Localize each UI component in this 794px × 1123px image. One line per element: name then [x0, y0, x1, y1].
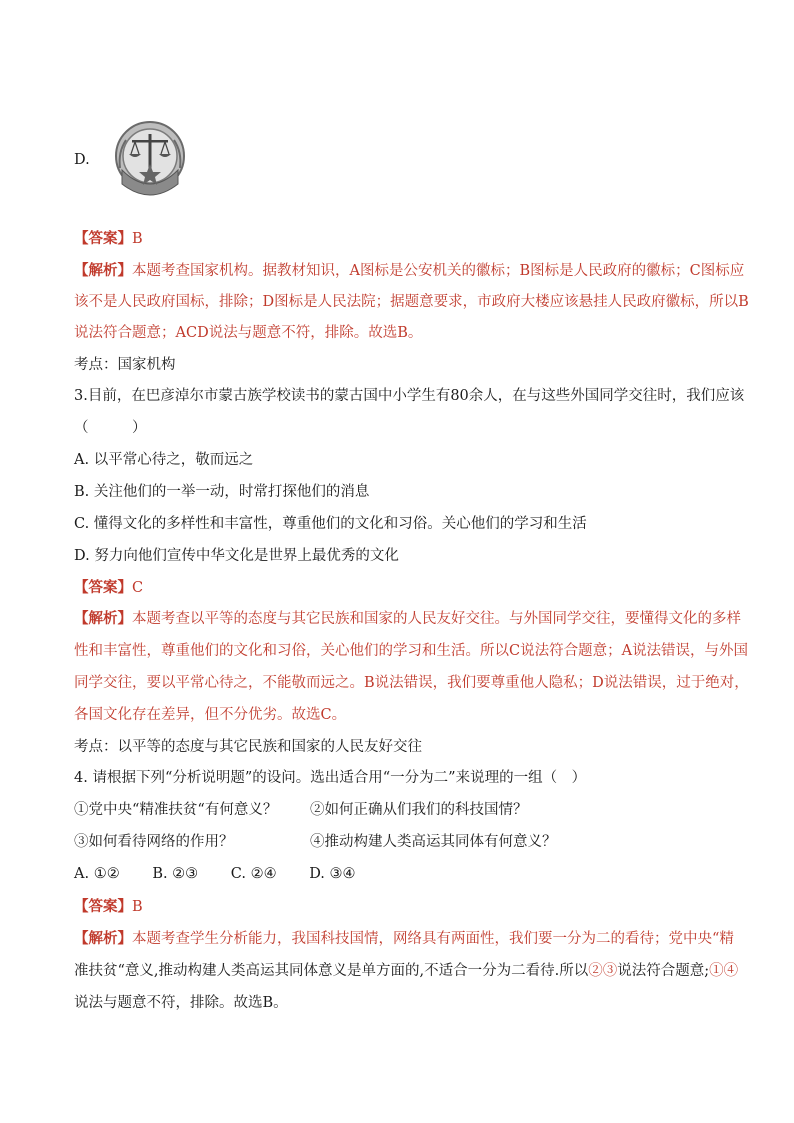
analysis-tag: 【解析】 [74, 930, 132, 947]
q3-stem-line-1: 3.目前，在巴彦淖尔市蒙古族学校读书的蒙古国中小学生有80余人，在与这些外国同学交往时，我们应该 [74, 388, 745, 404]
q3-analysis-line-4: 各国文化存在差异，但不分优劣。故选C。 [74, 707, 347, 723]
analysis-text: 准扶贫“意义,推动构建人类高运其同体意义是单方面的,不适合一分为二看待.所以 [74, 963, 589, 979]
q2-analysis-line-3: 说法符合题意；ACD说法与题意不符，排除。故选B。 [74, 325, 423, 341]
option-d-label: D. [74, 152, 90, 168]
answer-tag: 【答案】 [74, 230, 132, 247]
analysis-highlight: ②③ [588, 963, 618, 979]
q2-analysis-line-2: 该不是人民政府国标，排除；D图标是人民法院；据题意要求，市政府大楼应该悬挂人民政府徽标，所以B [74, 294, 749, 310]
q3-option-d: D. 努力向他们宣传中华文化是世界上最优秀的文化 [74, 548, 399, 564]
answer-value: B [132, 899, 143, 915]
q4-item-2: ②如何正确从们我们的科技国情？ [310, 802, 528, 818]
q4-analysis-line-3: 说法与题意不符，排除。故选B。 [74, 995, 288, 1011]
q3-analysis-line-3: 同学交往，要以平常心待之，不能敬而远之。B说法错误，我们要尊重他人隐私；D说法错误，过于绝对， [74, 675, 749, 691]
q4-stem: 4. 请根据下列“分析说明题”的设问。选出适合用“一分为二”来说理的一组（ ） [74, 770, 587, 786]
q4-answer [74, 897, 734, 917]
analysis-tag: 【解析】 [74, 610, 132, 627]
q3-stem-line-2: （ ） [74, 420, 147, 436]
q4-items-row-2 [74, 832, 734, 852]
answer-tag: 【答案】 [74, 579, 132, 596]
q4-analysis-line-2 [74, 961, 739, 981]
q2-analysis-line-1 [74, 261, 745, 281]
q3-analysis-line-2: 性和丰富性，尊重他们的文化和习俗，关心他们的学习和生活。所以C说法符合题意；A说法错误，与外国 [74, 643, 749, 659]
q4-choice-a: A. ①② [74, 866, 120, 882]
analysis-text: 说法符合题意; [617, 963, 710, 979]
answer-value: B [132, 231, 143, 247]
q3-option-b: B. 关注他们的一举一动，时常打探他们的消息 [74, 484, 370, 500]
analysis-tag: 【解析】 [74, 262, 132, 279]
q4-item-3: ③如何看待网络的作用？ [74, 834, 234, 850]
answer-value: C [132, 580, 144, 596]
analysis-text: 本题考查以平等的态度与其它民族和国家的人民友好交往。与外国同学交往，要懂得文化的多样 [132, 611, 741, 627]
q3-analysis-line-1 [74, 609, 741, 629]
q4-choice-c: C. ②④ [230, 866, 277, 882]
answer-tag: 【答案】 [74, 898, 132, 915]
q4-item-1: ①党中央“精准扶贫“有何意义？ [74, 802, 278, 818]
q3-answer [74, 578, 734, 598]
q2-kaodian: 考点：国家机构 [74, 357, 176, 373]
analysis-text: 本题考查国家机构。据教材知识，A图标是公安机关的徽标；B图标是人民政府的徽标；C图标应 [132, 263, 745, 279]
q3-kaodian: 考点：以平等的态度与其它民族和国家的人民友好交往 [74, 739, 422, 755]
q4-choice-d: D. ③④ [309, 866, 356, 882]
q3-option-c: C. 懂得文化的多样性和丰富性，尊重他们的文化和习俗。关心他们的学习和生活 [74, 516, 587, 532]
q4-choices [74, 864, 734, 884]
q2-answer [74, 229, 734, 249]
analysis-highlight: ①④ [709, 963, 739, 979]
analysis-text: 本题考查学生分析能力，我国科技国情，网络具有两面性，我们要一分为二的看待；党中央“精 [132, 931, 734, 947]
q3-option-a: A. 以平常心待之，敬而远之 [74, 452, 254, 468]
court-emblem-icon [110, 118, 190, 202]
q4-item-4: ④推动构建人类高运其同体有何意义？ [310, 834, 557, 850]
q4-analysis-line-1 [74, 929, 734, 949]
q4-choice-b: B. ②③ [152, 866, 199, 882]
q4-items-row-1 [74, 800, 734, 820]
